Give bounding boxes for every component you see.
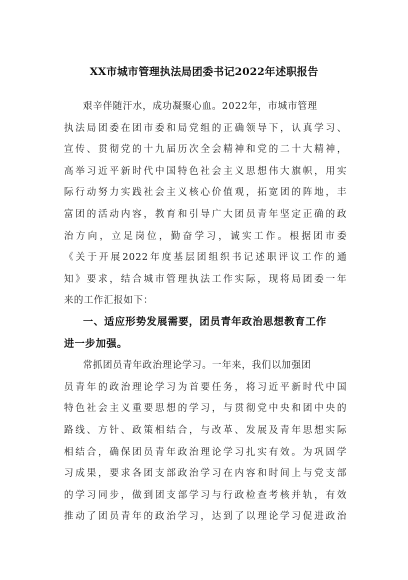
paragraph-line: 艰辛伴随汗水，成功凝聚心血。2022年，市城市管理 [83,101,318,112]
paragraph-line: 路线、方针、政策相结合，与改革、发展及青年思想实际 [64,424,347,436]
paragraph-line: 知》要求，结合城市管理执法工作实际，现将局团委一年 [64,273,347,285]
document-title: XX市城市管理执法局团委书记2022年述职报告 [89,66,319,78]
paragraph-line: 来的工作汇报如下： [64,295,154,307]
paragraph-line: 富团的活动内容，教育和引导广大团员青年坚定正确的政 [64,208,347,220]
paragraph-line: 相结合，确保团员青年政治理论学习扎实有效。为巩固学 [64,446,347,458]
paragraph-line: 际行动努力实践社会主义核心价值观，拓宽团的阵地，丰 [64,187,347,199]
paragraph-line: 常抓团员青年政治理论学习。一年来，我们以加强团 [83,360,312,372]
paragraph-line: 治方向，立足岗位，勤奋学习，诚实工作。根据团市委 [64,230,347,242]
paragraph-line: 执法局团委在团市委和局党组的正确领导下，认真学习、 [64,122,347,134]
document-body [64,96,347,528]
paragraph-line: 员青年的政治理论学习为首要任务，将习近平新时代中国 [64,381,347,393]
paragraph-line: 特色社会主义重要思想的学习，与贯彻党中央和团中央的 [64,403,347,415]
paragraph-line: 《关于开展2022年度基层团组织书记述职评议工作的通 [64,252,347,264]
paragraph-line: 的学习同步，做到团支部学习与行政检查考核并轨，有效 [64,489,347,501]
section-heading: 进一步加强。 [64,338,128,350]
section-heading: 一、适应形势发展需要，团员青年政治思想教育工作 [83,316,327,328]
paragraph-line: 推动了团员青年的政治学习，达到了以理论学习促进政治 [64,511,347,523]
paragraph-line: 宣传、贯彻党的十九届历次全会精神和党的二十大精神， [64,144,347,156]
paragraph-line: 习成果，要求各团支部政治学习在内容和时间上与党支部 [64,468,347,480]
paragraph-line: 高举习近平新时代中国特色社会主义思想伟大旗帜，用实 [64,165,347,177]
